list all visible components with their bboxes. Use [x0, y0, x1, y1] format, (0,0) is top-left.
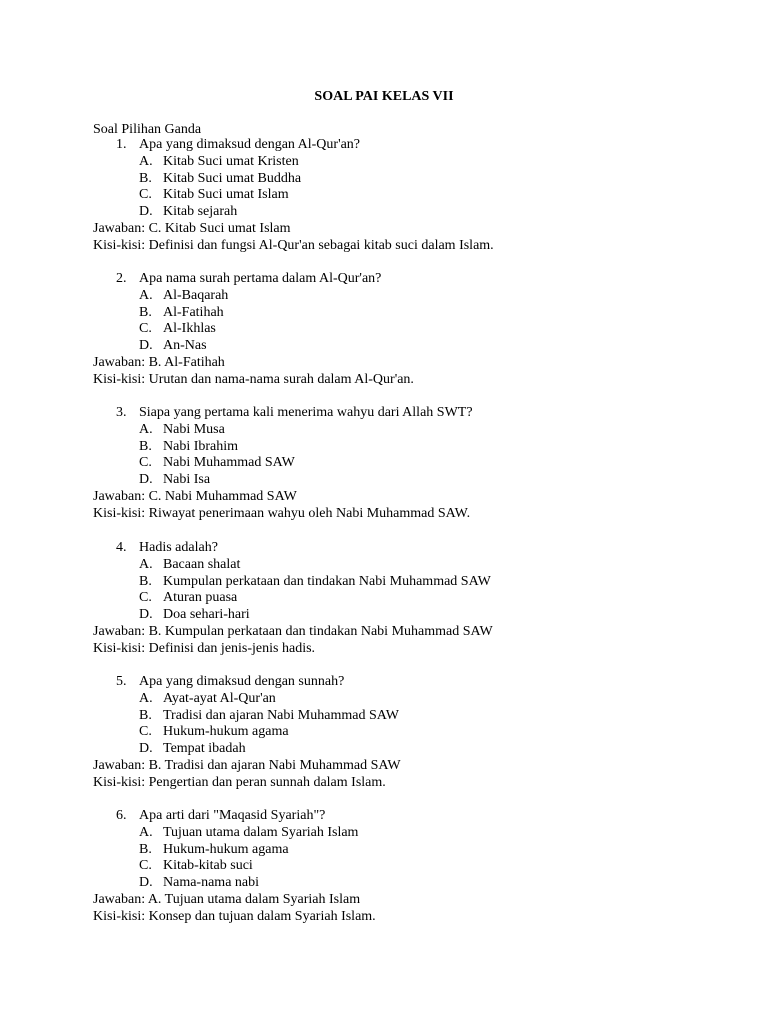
- option-b: [93, 842, 733, 859]
- question-text: Siapa yang pertama kali menerima wahyu dari Allah SWT?: [139, 405, 473, 420]
- question-line: [93, 137, 733, 154]
- question-text: Apa yang dimaksud dengan Al-Qur'an?: [139, 137, 361, 152]
- question-block-4: [93, 540, 733, 658]
- option-d: [93, 607, 733, 624]
- option-letter: D.: [139, 607, 153, 623]
- question-line: [93, 405, 733, 422]
- option-text: Kitab Suci umat Islam: [163, 187, 289, 203]
- option-d: [93, 875, 733, 892]
- option-c: [93, 455, 733, 472]
- answer-line: Jawaban: C. Nabi Muhammad SAW: [93, 488, 297, 504]
- option-text: Tempat ibadah: [163, 741, 246, 757]
- option-c: [93, 321, 733, 338]
- option-text: Nabi Ibrahim: [163, 438, 239, 454]
- option-letter: C.: [139, 455, 152, 471]
- option-text: Al-Ikhlas: [163, 321, 216, 337]
- question-text: Hadis adalah?: [139, 540, 218, 555]
- option-letter: C.: [139, 724, 152, 740]
- question-block-3: [93, 405, 733, 523]
- option-text: Nama-nama nabi: [163, 875, 260, 891]
- question-line: [93, 674, 733, 691]
- option-text: Kitab Suci umat Kristen: [163, 153, 299, 169]
- option-letter: D.: [139, 472, 153, 488]
- option-letter: B.: [139, 304, 152, 320]
- option-text: An-Nas: [163, 338, 207, 354]
- question-number: 4.: [116, 540, 127, 555]
- option-letter: A.: [139, 153, 153, 169]
- answer-line: Jawaban: B. Kumpulan perkataan dan tindakan Nabi Muhammad SAW: [93, 623, 493, 639]
- option-letter: B.: [139, 841, 152, 857]
- option-text: Tujuan utama dalam Syariah Islam: [163, 824, 359, 840]
- answer-line: Jawaban: B. Tradisi dan ajaran Nabi Muhammad SAW: [93, 757, 401, 773]
- option-c: [93, 724, 733, 741]
- option-letter: A.: [139, 287, 153, 303]
- option-letter: B.: [139, 170, 152, 186]
- option-text: Aturan puasa: [163, 590, 238, 606]
- option-text: Hukum-hukum agama: [163, 724, 289, 740]
- option-d: [93, 338, 733, 355]
- option-text: Al-Fatihah: [163, 304, 224, 320]
- option-text: Bacaan shalat: [163, 556, 241, 572]
- option-letter: B.: [139, 573, 152, 589]
- question-number: 5.: [116, 674, 127, 689]
- option-letter: C.: [139, 321, 152, 337]
- question-block-5: [93, 674, 733, 792]
- option-b: [93, 171, 733, 188]
- option-a: [93, 691, 733, 708]
- option-d: [93, 741, 733, 758]
- option-text: Nabi Musa: [163, 421, 225, 437]
- option-text: Kitab Suci umat Buddha: [163, 170, 302, 186]
- document-title: SOAL PAI KELAS VII: [314, 89, 454, 104]
- option-letter: C.: [139, 858, 152, 874]
- option-text: Nabi Isa: [163, 472, 211, 488]
- option-letter: D.: [139, 338, 153, 354]
- grid-line: Kisi-kisi: Urutan dan nama-nama surah dalam Al-Qur'an.: [93, 371, 414, 387]
- option-letter: B.: [139, 707, 152, 723]
- option-a: [93, 422, 733, 439]
- option-d: [93, 472, 733, 489]
- option-b: [93, 708, 733, 725]
- grid-line: Kisi-kisi: Definisi dan jenis-jenis hadis.: [93, 640, 316, 656]
- question-number: 2.: [116, 271, 127, 286]
- grid-line: Kisi-kisi: Konsep dan tujuan dalam Syariah Islam.: [93, 908, 376, 924]
- option-letter: C.: [139, 590, 152, 606]
- question-number: 3.: [116, 405, 127, 420]
- option-text: Kitab-kitab suci: [163, 858, 253, 874]
- option-letter: A.: [139, 556, 153, 572]
- grid-line: Kisi-kisi: Pengertian dan peran sunnah dalam Islam.: [93, 774, 386, 790]
- option-text: Hukum-hukum agama: [163, 841, 289, 857]
- question-line: [93, 271, 733, 288]
- option-letter: A.: [139, 421, 153, 437]
- option-a: [93, 557, 733, 574]
- option-letter: A.: [139, 824, 153, 840]
- question-text: Apa yang dimaksud dengan sunnah?: [139, 674, 345, 689]
- grid-line: Kisi-kisi: Riwayat penerimaan wahyu oleh Nabi Muhammad SAW.: [93, 505, 471, 521]
- question-text: Apa arti dari "Maqasid Syariah"?: [139, 808, 326, 823]
- option-letter: D.: [139, 204, 153, 220]
- option-text: Tradisi dan ajaran Nabi Muhammad SAW: [163, 707, 399, 723]
- option-c: [93, 590, 733, 607]
- option-text: Kitab sejarah: [163, 204, 238, 220]
- option-c: [93, 858, 733, 875]
- option-text: Al-Baqarah: [163, 287, 229, 303]
- answer-line: Jawaban: A. Tujuan utama dalam Syariah Islam: [93, 891, 361, 907]
- option-letter: D.: [139, 875, 153, 891]
- answer-line: Jawaban: C. Kitab Suci umat Islam: [93, 220, 291, 236]
- question-line: [93, 808, 733, 825]
- option-letter: A.: [139, 690, 153, 706]
- option-letter: B.: [139, 438, 152, 454]
- option-a: [93, 825, 733, 842]
- option-text: Nabi Muhammad SAW: [163, 455, 295, 471]
- section-label: Soal Pilihan Ganda: [93, 122, 202, 137]
- option-a: [93, 288, 733, 305]
- question-number: 6.: [116, 808, 127, 823]
- option-text: Kumpulan perkataan dan tindakan Nabi Muhammad SAW: [163, 573, 491, 589]
- option-letter: C.: [139, 187, 152, 203]
- question-block-2: [93, 271, 733, 389]
- option-b: [93, 574, 733, 591]
- question-text: Apa nama surah pertama dalam Al-Qur'an?: [139, 271, 382, 286]
- question-number: 1.: [116, 137, 127, 152]
- option-text: Ayat-ayat Al-Qur'an: [163, 690, 276, 706]
- option-b: [93, 439, 733, 456]
- question-line: [93, 540, 733, 557]
- answer-line: Jawaban: B. Al-Fatihah: [93, 354, 225, 370]
- option-c: [93, 187, 733, 204]
- question-block-6: [93, 808, 733, 926]
- option-d: [93, 204, 733, 221]
- option-a: [93, 154, 733, 171]
- grid-line: Kisi-kisi: Definisi dan fungsi Al-Qur'an sebagai kitab suci dalam Islam.: [93, 237, 494, 253]
- option-text: Doa sehari-hari: [163, 607, 250, 623]
- option-letter: D.: [139, 741, 153, 757]
- option-b: [93, 305, 733, 322]
- question-block-1: [93, 137, 733, 255]
